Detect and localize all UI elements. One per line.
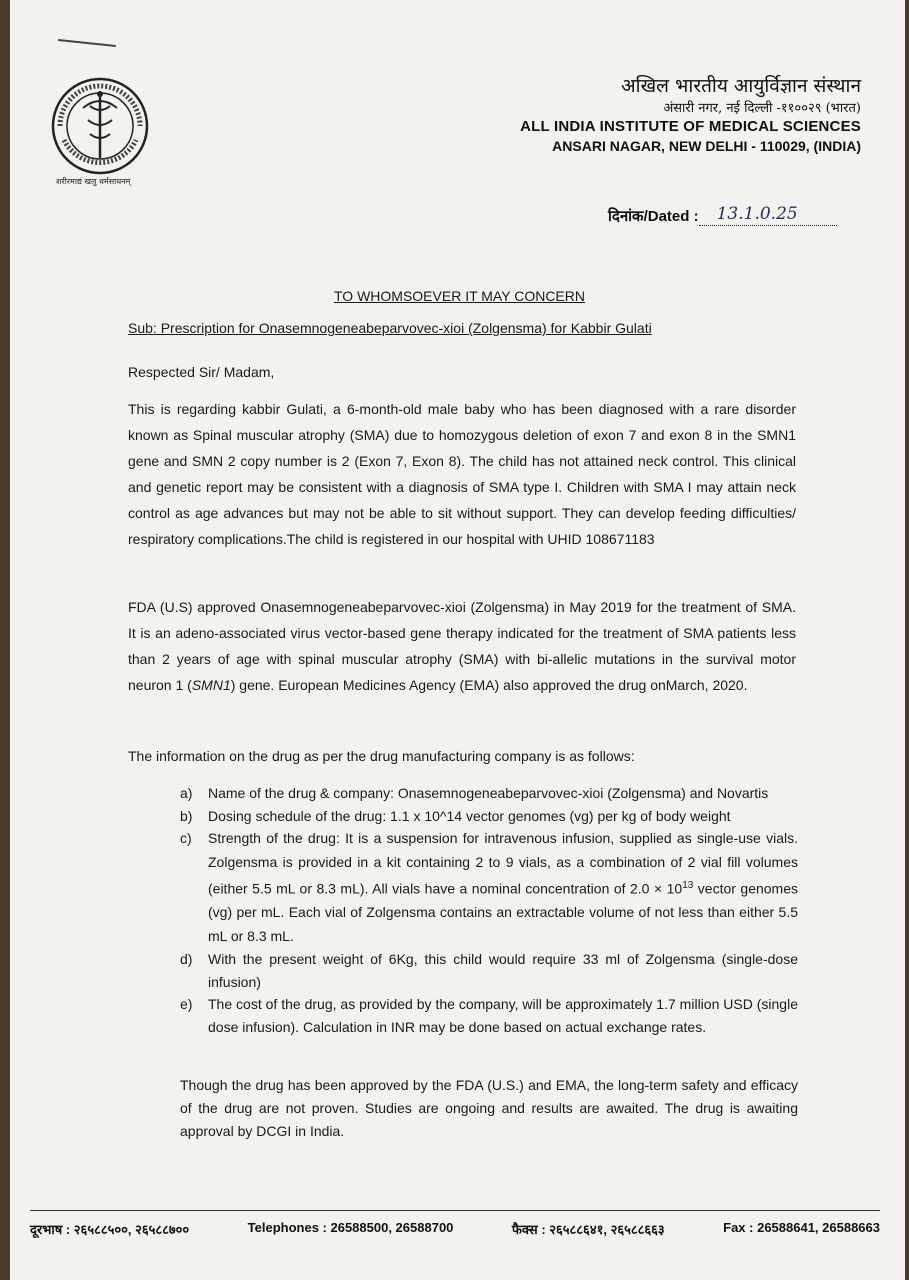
letter-title: TO WHOMSOEVER IT MAY CONCERN <box>334 288 585 304</box>
list-item: d) With the present weight of 6Kg, this child would require 33 ml of Zolgensma (single-dose infusion) <box>180 951 798 990</box>
footer-contacts <box>30 1220 880 1238</box>
institute-name-hindi: अखिल भारतीय आयुर्विज्ञान संस्थान <box>621 75 861 97</box>
footer-divider <box>30 1210 880 1211</box>
gene-name-italic: SMN1 <box>191 677 231 693</box>
drug-info-list <box>180 782 798 1038</box>
letter-subject: Sub: Prescription for Onasemnogeneabeparvovec-xioi (Zolgensma) for Kabbir Gulati <box>128 320 652 336</box>
paragraph-patient-details: This is regarding kabbir Gulati, a 6-month-old male baby who has been diagnosed with a rare disorder known as Spinal muscular atrophy (SMA) due to homozygous deletion of exon 7 and exon 8 in the SMN1 gene and SMN 2 copy number is 2 (Exon 7, Exon 8). The child has not attained neck control. This clinical and genetic report may be consistent with a diagnosis of SMA type I. Children with SMA I may attain neck control as age advances but may not be able to sit without support. They can develop feeding difficulties/ respiratory complications.The child is registered in our hospital with UHID 108671183 <box>128 401 796 547</box>
institute-address-hindi: अंसारी नगर, नई दिल्ली -११००२९ (भारत) <box>663 101 861 116</box>
institute-address-english: ANSARI NAGAR, NEW DELHI - 110029, (INDIA) <box>552 138 861 154</box>
handwritten-date: 13.1.0.25 <box>716 204 798 224</box>
footer-fax-hindi: फैक्स : २६५८८६४१, २६५८८६६३ <box>511 1222 665 1237</box>
list-intro: The information on the drug as per the drug manufacturing company is as follows: <box>128 748 635 764</box>
footer-phone-hindi: दूरभाष : २६५८८५००, २६५८८७०० <box>30 1222 190 1237</box>
institute-name-english: ALL INDIA INSTITUTE OF MEDICAL SCIENCES <box>520 118 861 135</box>
date-label: दिनांक/Dated : <box>608 208 699 225</box>
logo-motto: शरीरमाद्यं खलु धर्मसाधनम् <box>56 177 131 186</box>
aiims-logo-icon <box>50 76 150 176</box>
list-item: e) The cost of the drug, as provided by the company, will be approximately 1.7 million USD (single dose infusion). Calculation in INR may be done based on actual exchange rates. <box>180 996 798 1035</box>
list-item: a) Name of the drug & company: Onasemnogeneabeparvovec-xioi (Zolgensma) and Novartis <box>180 785 769 801</box>
salutation: Respected Sir/ Madam, <box>128 364 275 380</box>
list-item: c) Strength of the drug: It is a suspension for intravenous infusion, supplied as single-use vials. Zolgensma is provided in a kit containing 2 to 9 vials, as a combination of 2 vial fill volumes (either 5.5 mL or 8.3 mL). All vials have a nominal concentration of $2.0 \times 10^{13}$ vector genomes (vg) per mL. Each vial of Zolgensma contains an extractable volume of not less than either 5.5 mL or 8.3 mL. <box>180 830 799 944</box>
date-line <box>608 206 837 226</box>
conclusion-paragraph: Though the drug has been approved by the FDA (U.S.) and EMA, the long-term safety and efficacy of the drug are not proven. Studies are ongoing and results are awaited. The drug is awaiting approval by DCGI in India. <box>180 1077 798 1139</box>
footer-phones: Telephones : 26588500, 26588700 <box>247 1220 454 1235</box>
footer-fax: Fax : 26588641, 26588663 <box>723 1220 880 1235</box>
list-item: b) Dosing schedule of the drug: 1.1 x 10^14 vector genomes (vg) per kg of body weight <box>180 807 731 824</box>
paragraph-drug-approval: FDA (U.S) approved Onasemnogeneabeparvovec-xioi (Zolgensma) in May 2019 for the treatment of SMA. It is an adeno-associated virus vector-based gene therapy indicated for the treatment of SMA patients less than 2 years of age with spinal muscular atrophy (SMA) with bi-allelic mutations in the survival motor neuron 1 (SMN1) gene. European Medicines Agency (EMA) also approved the drug onMarch, 2020. <box>128 599 796 693</box>
